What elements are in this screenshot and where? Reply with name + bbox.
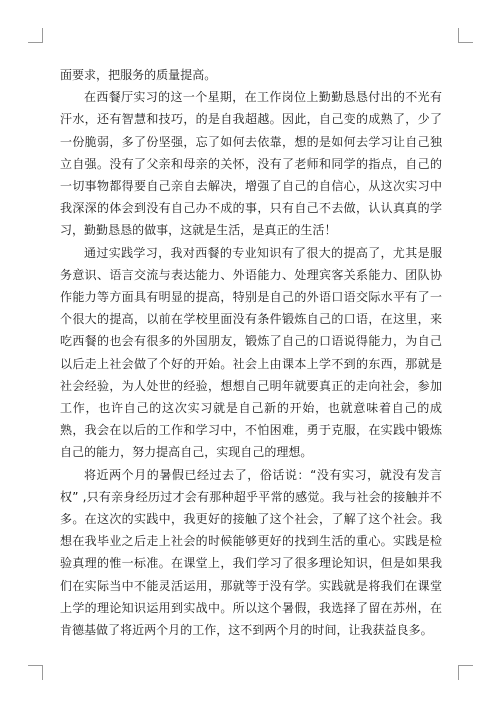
paragraph: 通过实践学习，我对西餐的专业知识有了很大的提高了，尤其是服务意识、语言交流与表达能力、外语能力、处理宾客关系能力、团队协作能力等方面具有明显的提高，特别是自己的外语口语交际水平有了一个很大的提高，以前在学校里面没有条件锻炼自己的口语，在这里，来吃西餐的也会有很多的外国朋友，锻炼了自己的口语说得能力，为自己以后走上社会做了个好的开始。社会上由课本上学不到的东西，那就是社会经验，为人处世的经验，想想自己明年就要真正的走向社会，参加工作，也许自己的这次实习就是自己新的开始，也就意味着自己的成熟，我会在以后的工作和学习中，不怕困难，勇于克服，在实践中锻炼自己的能力，努力提高自己，实现自己的理想。 [60,245,442,460]
paragraph: 面要求，把服务的质量提高。 [60,68,217,82]
document-body [60,64,442,641]
paragraph: 将近两个月的暑假已经过去了，俗话说：“没有实习，就没有发言权” ,只有亲身经历过才会有那种超乎平常的感觉。我与社会的接触并不多。在这次的实践中，我更好的接触了这个社会，了解了这个社会。我想在我毕业之后走上社会的时候能够更好的找到生活的重心。实践是检验真理的惟一标准。在课堂上，我们学习了很多理论知识，但是如果我们在实际当中不能灵活运用，那就等于没有学。实践就是将我们在课堂上学的理论知识运用到实战中。所以这个暑假，我选择了留在苏州，在肯德基做了将近两个月的工作，这不到两个月的时间，让我获益良多。 [60,467,442,638]
paragraph: 在西餐厅实习的这一个星期，在工作岗位上勤勤恳恳付出的不光有汗水，还有智慧和技巧，的是自我超越。因此，自己变的成熟了，少了一份脆弱，多了份坚强，忘了如何去依靠，想的是如何去学习让自己独立自强。没有了父亲和母亲的关怀，没有了老师和同学的指点，自己的一切事物都得要自己亲自去解决，增强了自己的自信心，从这次实习中我深深的体会到没有自己办不成的事，只有自己不去做，认认真真的学习，勤勤恳恳的做事，这就是生活，是真正的生活！ [60,90,442,238]
crop-mark-bottom-right [458,665,473,680]
crop-mark-top-left [28,28,43,43]
crop-mark-bottom-left [28,665,43,680]
crop-mark-top-right [458,28,473,43]
